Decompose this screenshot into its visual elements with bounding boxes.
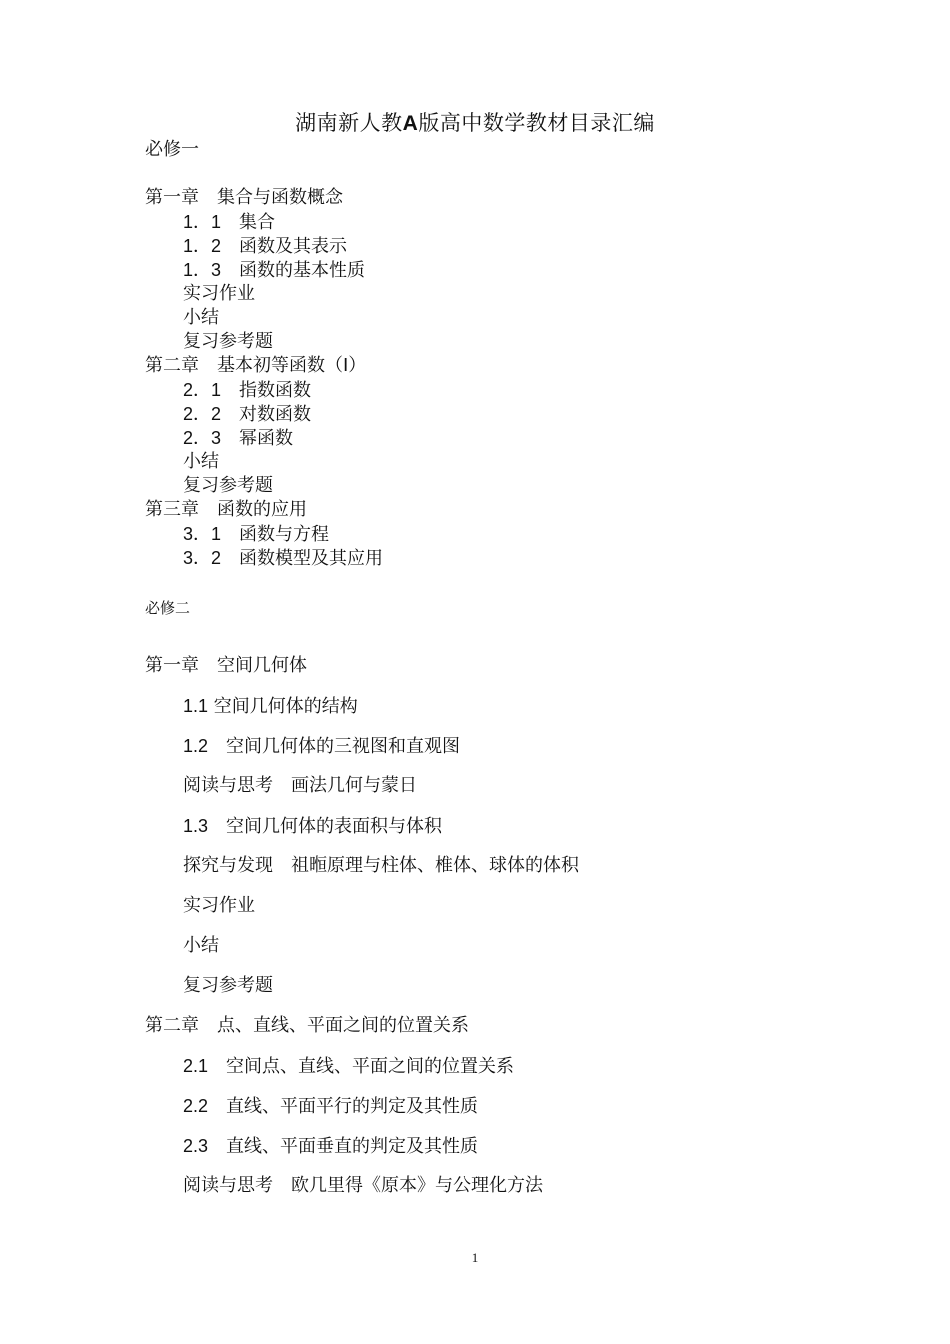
chapter-heading bbox=[145, 186, 343, 210]
toc-section-item bbox=[183, 426, 293, 451]
toc-item-text: 复习参考题 bbox=[183, 975, 273, 996]
toc-item bbox=[183, 306, 219, 330]
chapter-heading bbox=[145, 354, 366, 378]
chapter-title: 第一章 集合与函数概念 bbox=[145, 187, 343, 208]
toc-item-text: 小结 bbox=[183, 451, 219, 472]
section-number: 2．3 bbox=[183, 428, 222, 448]
title-edition-letter: A bbox=[402, 112, 419, 135]
title-suffix: 版高中数学教材目录汇编 bbox=[418, 111, 655, 135]
section-number: 1.2 bbox=[183, 736, 209, 756]
toc-item-text: 复习参考题 bbox=[183, 475, 273, 496]
toc-section-item bbox=[183, 1054, 514, 1079]
toc-item bbox=[183, 330, 273, 354]
toc-item-text: 小结 bbox=[183, 935, 219, 956]
title-prefix: 湖南新人教 bbox=[295, 111, 403, 135]
page-number: 1 bbox=[471, 1250, 479, 1265]
chapter-title: 第二章 点、直线、平面之间的位置关系 bbox=[145, 1015, 469, 1036]
toc-item-text: 复习参考题 bbox=[183, 331, 273, 352]
section-number: 2．2 bbox=[183, 404, 222, 424]
toc-section-item bbox=[183, 234, 347, 259]
chapter-heading bbox=[145, 498, 307, 522]
section-title: 幂函数 bbox=[221, 428, 294, 449]
toc-section-item bbox=[183, 546, 383, 571]
chapter-title: 第二章 基本初等函数（Ⅰ） bbox=[145, 355, 367, 376]
chapter-heading bbox=[145, 654, 307, 678]
chapter-title: 第一章 空间几何体 bbox=[145, 655, 307, 676]
section-title: 对数函数 bbox=[221, 404, 312, 425]
section-number: 2.2 bbox=[183, 1096, 209, 1116]
toc-section-item bbox=[183, 694, 358, 719]
toc-section-item bbox=[183, 814, 442, 839]
toc-item-text: 实习作业 bbox=[183, 895, 255, 916]
toc-item bbox=[183, 854, 579, 878]
toc-item bbox=[183, 894, 255, 918]
section-number: 1．3 bbox=[183, 260, 222, 280]
book-label-required-2: 必修二 bbox=[145, 599, 191, 617]
toc-item-text: 阅读与思考 画法几何与蒙日 bbox=[183, 775, 417, 796]
section-title: 函数及其表示 bbox=[221, 236, 348, 257]
section-title: 直线、平面平行的判定及其性质 bbox=[208, 1096, 479, 1117]
section-title: 函数与方程 bbox=[221, 524, 330, 545]
section-title: 直线、平面垂直的判定及其性质 bbox=[208, 1136, 479, 1157]
section-number: 1.1 bbox=[183, 696, 209, 716]
toc-section-item bbox=[183, 402, 311, 427]
section-title: 函数模型及其应用 bbox=[221, 548, 384, 569]
section-number: 2.3 bbox=[183, 1136, 209, 1156]
toc-item bbox=[183, 774, 417, 798]
section-number: 1.3 bbox=[183, 816, 209, 836]
section-title: 空间几何体的三视图和直观图 bbox=[208, 736, 461, 757]
toc-section-item bbox=[183, 378, 311, 403]
section-title: 函数的基本性质 bbox=[221, 260, 366, 281]
section-number: 2．1 bbox=[183, 380, 222, 400]
chapter-heading bbox=[145, 1014, 469, 1038]
section-title: 空间几何体的结构 bbox=[208, 696, 358, 717]
toc-item bbox=[183, 474, 273, 498]
toc-item bbox=[183, 1174, 543, 1198]
toc-item-text: 小结 bbox=[183, 307, 219, 328]
toc-section-item bbox=[183, 210, 275, 235]
section-number: 1．2 bbox=[183, 236, 222, 256]
toc-section-item bbox=[183, 522, 329, 547]
toc-section-item bbox=[183, 1094, 478, 1119]
toc-item bbox=[183, 450, 219, 474]
toc-item bbox=[183, 282, 255, 306]
section-title: 空间点、直线、平面之间的位置关系 bbox=[208, 1056, 515, 1077]
toc-item-text: 探究与发现 祖暅原理与柱体、椎体、球体的体积 bbox=[183, 855, 579, 876]
toc-section-item bbox=[183, 1134, 478, 1159]
toc-item-text: 实习作业 bbox=[183, 283, 255, 304]
book-label-required-1: 必修一 bbox=[145, 139, 199, 160]
toc-section-item bbox=[183, 734, 460, 759]
toc-item bbox=[183, 974, 273, 998]
section-title: 指数函数 bbox=[221, 380, 312, 401]
section-number: 3．1 bbox=[183, 524, 222, 544]
section-number: 2.1 bbox=[183, 1056, 209, 1076]
section-number: 3．2 bbox=[183, 548, 222, 568]
document-title bbox=[0, 108, 950, 139]
section-title: 空间几何体的表面积与体积 bbox=[208, 816, 443, 837]
toc-item-text: 阅读与思考 欧几里得《原本》与公理化方法 bbox=[183, 1175, 543, 1196]
section-title: 集合 bbox=[221, 212, 276, 233]
toc-section-item bbox=[183, 258, 365, 283]
toc-item bbox=[183, 934, 219, 958]
section-number: 1．1 bbox=[183, 212, 222, 232]
chapter-title: 第三章 函数的应用 bbox=[145, 499, 307, 520]
